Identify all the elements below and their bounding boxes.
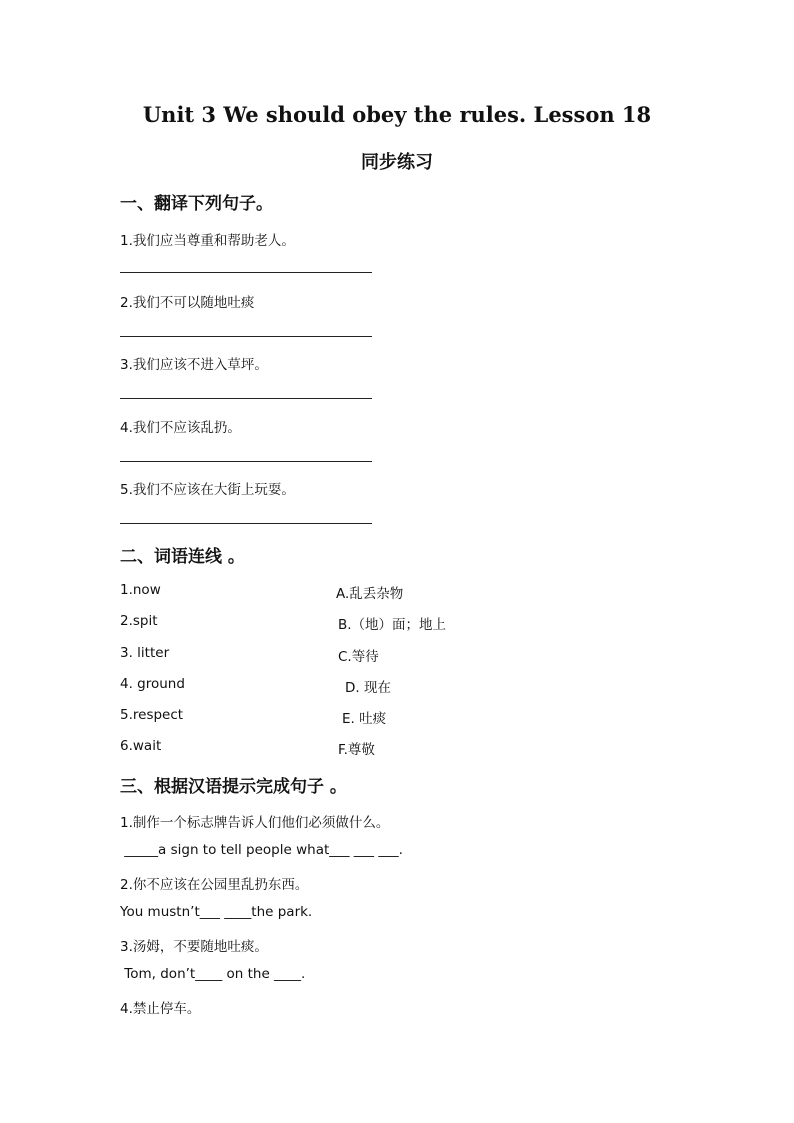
translate-item-2: 2.我们不可以随地吐痰 — [120, 295, 255, 311]
complete-item-3-sentence: Tom, don’t____ on the ____. — [120, 966, 306, 982]
match-left-4: 4. ground — [120, 676, 185, 692]
match-right-a: A.乱丢杂物 — [336, 586, 404, 602]
document-subtitle: 同步练习 — [361, 152, 433, 173]
section-1-heading: 一、翻译下列句子。 — [120, 194, 273, 214]
complete-item-1-sentence: _____a sign to tell people what___ ___ ___. — [120, 842, 403, 858]
complete-item-4-prompt: 4.禁止停车。 — [120, 1001, 201, 1017]
match-right-d: D. 现在 — [345, 680, 391, 696]
match-left-2: 2.spit — [120, 613, 158, 629]
match-left-3: 3. litter — [120, 645, 170, 661]
complete-item-2-sentence: You mustn’t___ ____the park. — [120, 904, 313, 920]
match-right-b: B.（地）面；地上 — [338, 617, 447, 633]
answer-line-3[interactable] — [120, 398, 372, 399]
answer-line-4[interactable] — [120, 461, 372, 462]
match-right-f: F.尊敬 — [338, 742, 375, 758]
complete-item-2-prompt: 2.你不应该在公园里乱扔东西。 — [120, 877, 309, 893]
translate-item-5: 5.我们不应该在大街上玩耍。 — [120, 482, 295, 498]
complete-item-3-prompt: 3.汤姆，不要随地吐痰。 — [120, 939, 268, 955]
answer-line-2[interactable] — [120, 336, 372, 337]
section-3-heading: 三、根据汉语提示完成句子 。 — [120, 777, 347, 797]
match-right-e: E. 吐痰 — [342, 711, 387, 727]
answer-line-1[interactable] — [120, 272, 372, 273]
translate-item-1: 1.我们应当尊重和帮助老人。 — [120, 233, 295, 249]
translate-item-4: 4.我们不应该乱扔。 — [120, 420, 241, 436]
complete-item-1-prompt: 1.制作一个标志牌告诉人们他们必须做什么。 — [120, 815, 390, 831]
translate-item-3: 3.我们应该不进入草坪。 — [120, 357, 268, 373]
match-right-c: C.等待 — [338, 649, 379, 665]
document-title: Unit 3 We should obey the rules. Lesson 18 — [142, 102, 652, 127]
match-left-1: 1.now — [120, 582, 161, 598]
section-2-heading: 二、词语连线 。 — [120, 547, 245, 567]
answer-line-5[interactable] — [120, 523, 372, 524]
match-left-6: 6.wait — [120, 738, 162, 754]
match-left-5: 5.respect — [120, 707, 184, 723]
